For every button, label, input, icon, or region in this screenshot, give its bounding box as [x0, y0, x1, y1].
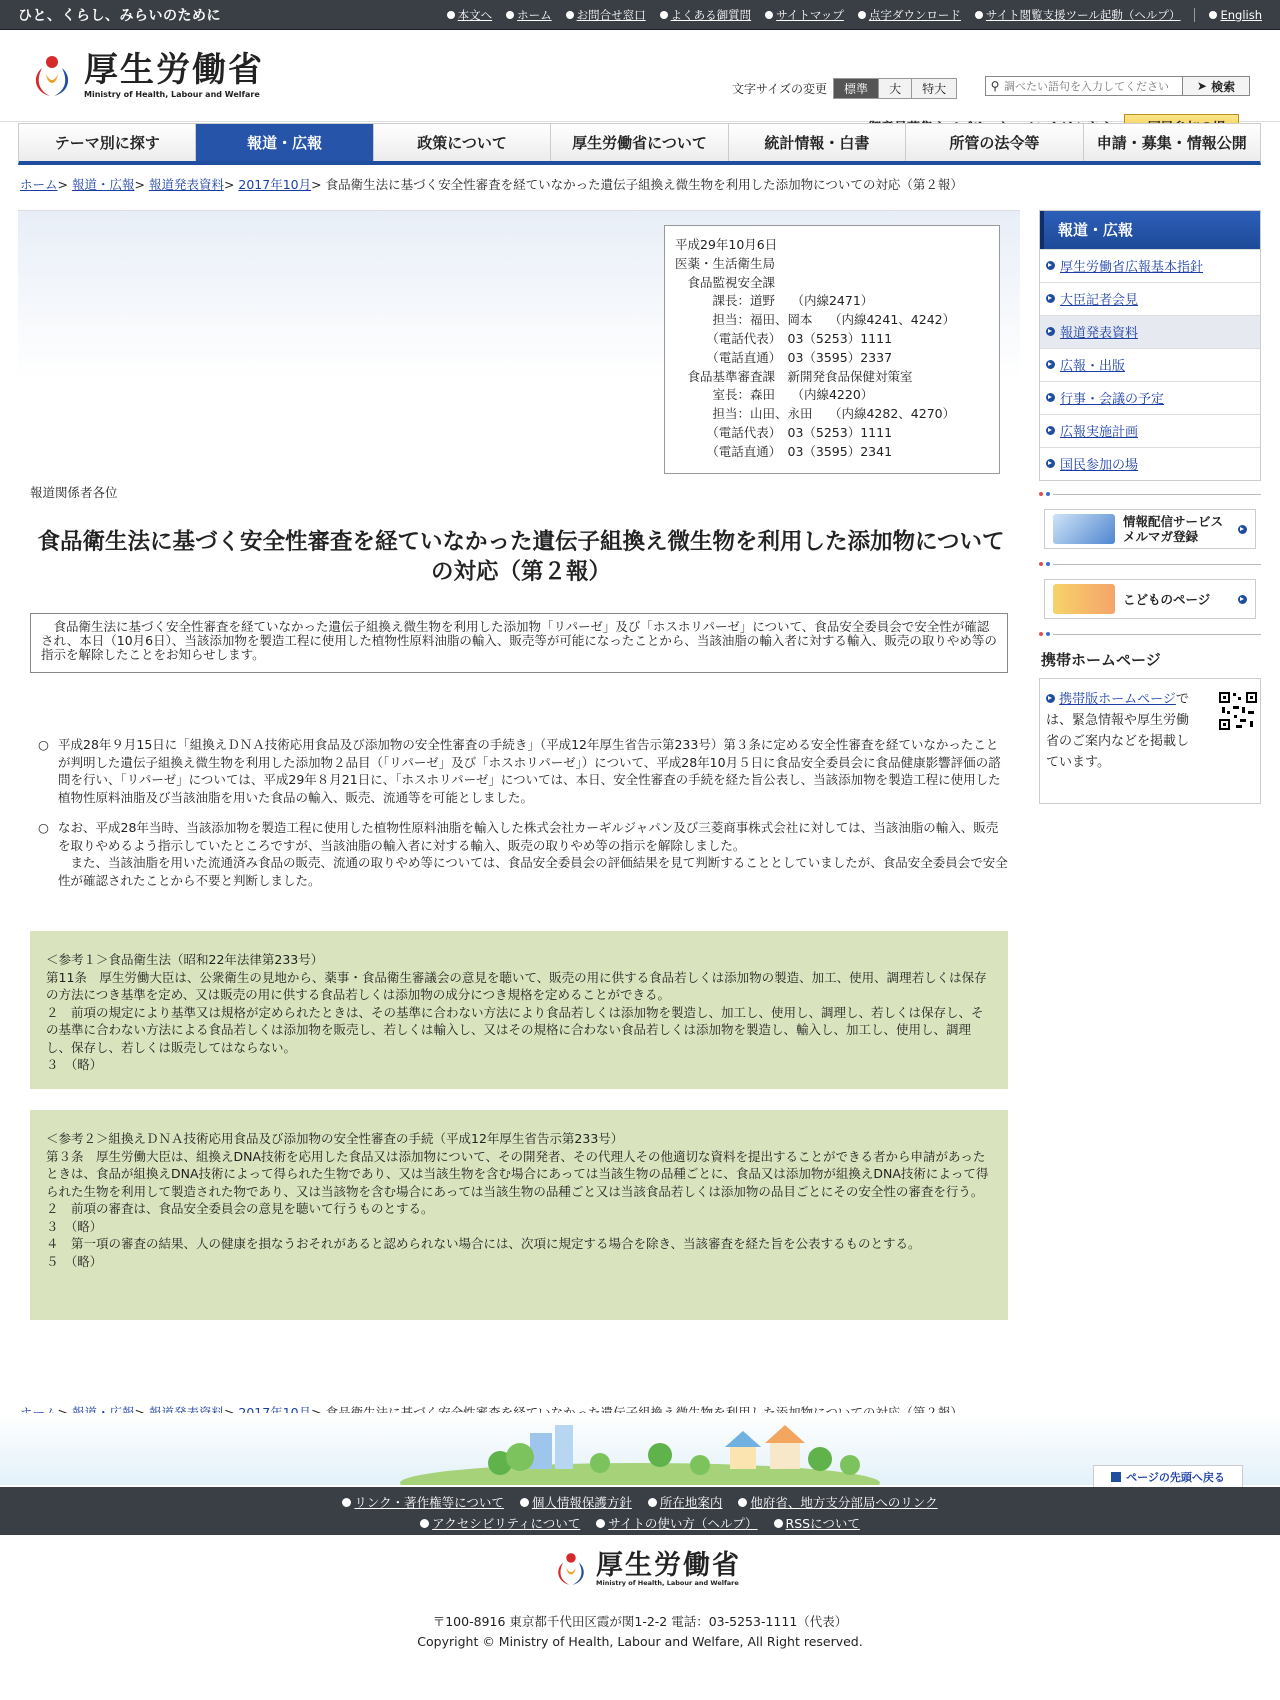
mhlw-logo-icon [552, 1550, 590, 1588]
link-contact[interactable]: お問合せ窓口 [576, 7, 646, 22]
bullet-icon [520, 1498, 529, 1507]
reference-2-line: ２ 前項の審査は、食品安全委員会の意見を聴いて行うものとする。 [46, 1201, 434, 1216]
search-button-label: 検索 [1211, 79, 1236, 94]
bullet-icon [765, 11, 773, 19]
arrow-bullet-icon [1046, 426, 1055, 435]
bullet-icon [596, 1519, 605, 1528]
font-size-standard-button[interactable]: 標準 [834, 79, 878, 98]
arrow-bullet-icon [1046, 393, 1055, 402]
sidebar-item[interactable] [1040, 282, 1260, 315]
footer-address [0, 1612, 1280, 1652]
footer-link-location[interactable]: 所在地案内 [659, 1495, 723, 1510]
mobile-site-box [1039, 678, 1261, 804]
mobile-site-description: では、緊急情報や厚生労働省のご案内などを掲載しています。 [1046, 692, 1190, 770]
qr-code-icon [1218, 691, 1258, 731]
sidebar-item[interactable] [1040, 447, 1260, 480]
mobile-site-link[interactable]: 携帯版ホームページ [1059, 692, 1176, 707]
reference-2-line: ３ （略） [46, 1218, 103, 1234]
kids-icon [1053, 584, 1115, 614]
nav-about[interactable]: 厚生労働省について [551, 124, 728, 161]
sidebar-item-pr-plan[interactable]: 広報実施計画 [1060, 425, 1139, 440]
copyright-text: Copyright © Ministry of Health, Labour and Welfare, All Right reserved. [417, 1634, 863, 1649]
link-english[interactable]: English [1220, 7, 1262, 22]
contact-box: 平成29年10月6日 医薬・生活衛生局 食品監視安全課 課長：道野 （内線2471） 担当：福田、岡本 （内線4241、4242） （電話代表） 03（5253）1111 （電話直通） 03（3595）2337 食品基準審査課 新開発食品保健対策室 室長：森田 （内線4220） 担当：山田、永田 （内線4282、4270） （電話代表） 03（5253）1111 （電話直通） 03（3595）2341 [664, 225, 1000, 474]
footer-nav [0, 1487, 1280, 1535]
arrow-bullet-icon [1046, 261, 1055, 270]
site-search [985, 76, 1250, 96]
reference-2-line: 第３条 厚生労働大臣は、組換えDNA技術を応用した食品又は添加物について、その開発者、その代理人その他適切な資料を提出することができる者から申請があったときは、食品が組換えDNA技術によって得られた生物であり、又は当該生物を含む場合にあっては当該生物の品種ごとに、食品又は添加物が組換えDNA技術によって得られた生物を利用して製造された物であり、又は当該物を含む場合にあっては当該生物の品種ごと又は当該食品若しくは添加物の品目ごとにその安全性の審査を行う。 [46, 1148, 989, 1199]
footer-logo-subtitle: Ministry of Health, Labour and Welfare [596, 1578, 739, 1587]
divider [1039, 487, 1261, 501]
search-button[interactable]: ➤ 検索 [1182, 77, 1249, 95]
kids-page-label: こどものページ [1123, 592, 1211, 607]
utility-links [447, 7, 1262, 23]
address-text: 〒100-8916 東京都千代田区霞が関1-2-2 電話：03-5253-1111（代表） [432, 1614, 848, 1629]
sidebar-item[interactable] [1040, 414, 1260, 447]
arrow-bullet-icon [1046, 694, 1055, 703]
page-top-label: ページの先頭へ戻る [1126, 1470, 1225, 1484]
reference-2-line: ４ 第一項の審査の結果、人の健康を損なうおそれがあると認められない場合には、次項に規定する場合を除き、当該審査を経た旨を公表するものとする。 [46, 1236, 921, 1251]
font-size-xlarge-button[interactable]: 特大 [911, 79, 956, 98]
footer-link-copyright[interactable]: リンク・著作権等について [354, 1495, 504, 1510]
font-size-switcher [732, 78, 957, 99]
top-bar [0, 0, 1280, 30]
link-braille-download[interactable]: 点字ダウンロード [868, 7, 961, 22]
reference-2-line: ５ （略） [46, 1253, 103, 1269]
reference-1-title: ＜参考１＞食品衛生法（昭和22年法律第233号） [46, 952, 324, 967]
press-addressee: 報道関係者各位 [30, 485, 118, 500]
logo-title: 厚生労働省 [84, 50, 264, 90]
reference-1-line: ２ 前項の規定により基準又は規格が定められたときは、その基準に合わない方法により食品若しくは添加物を製造し、加工し、使用し、調理し、若しくは保存し、その基準に合わない方法による食品若しくは添加物を販売し、若しくは輸入し、又はその規格に合わない食品若しくは添加物を製造し、輸入し、加工し、使用し、調理し、保存し、若しくは販売してはならない。 [46, 1004, 984, 1055]
sidebar-item-participation[interactable]: 国民参加の場 [1060, 458, 1139, 473]
divider [1039, 627, 1261, 641]
bullet-icon [420, 1519, 429, 1528]
site-header [0, 30, 1280, 122]
sidebar-item[interactable] [1040, 249, 1260, 282]
main-content [18, 210, 1020, 1372]
breadcrumb: ホーム> 報道・広報> 報道発表資料> 2017年10月> 食品衛生法に基づく安全性審査を経ていなかった遺伝子組換え微生物を利用した添加物についての対応（第２報） [20, 177, 963, 192]
kids-page-banner[interactable] [1044, 579, 1256, 619]
bullet-icon [1209, 11, 1217, 19]
footer-logo[interactable] [552, 1550, 741, 1588]
nav-applications[interactable]: 申請・募集・情報公開 [1096, 134, 1247, 152]
breadcrumb-month[interactable]: 2017年10月 [238, 177, 312, 192]
divider [1039, 557, 1261, 571]
nav-statistics[interactable]: 統計情報・白書 [729, 124, 906, 161]
sidebar-item-press-conference[interactable]: 大臣記者会見 [1060, 293, 1139, 308]
paragraph-1 [38, 736, 1010, 806]
site-logo[interactable] [28, 52, 264, 100]
sidebar-heading: 報道・広報 [1040, 211, 1260, 249]
sidebar-press-menu [1039, 210, 1261, 481]
arrow-icon [1238, 525, 1247, 534]
breadcrumb-home[interactable]: ホーム [20, 177, 58, 192]
footer-logo-title: 厚生労働省 [596, 1549, 741, 1581]
mail-magazine-banner[interactable] [1044, 509, 1256, 549]
lead-summary: 食品衛生法に基づく安全性審査を経ていなかった遺伝子組換え微生物を利用した添加物「リパーゼ」及び「ホスホリパーゼ」について、食品安全委員会で安全性が確認され、本日（10月6日）、当該添加物を製造工程に使用した植物性原料油脂の輸入、販売等が可能になったことから、当該油脂の輸入者に対する輸入、販売の取りやめ等の指示を解除したことをお知らせします。 [30, 613, 1008, 673]
footer-link-other-ministries[interactable]: 他府省、地方支分部局へのリンク [750, 1495, 938, 1510]
tagline: ひと、くらし、みらいのために [18, 7, 221, 24]
footer-link-help[interactable]: サイトの使い方（ヘルプ） [608, 1516, 758, 1531]
bullet-icon [566, 11, 574, 19]
breadcrumb-press[interactable]: 報道・広報 [71, 177, 135, 192]
search-input[interactable] [1004, 80, 1182, 93]
mhlw-logo-icon [28, 52, 76, 100]
bullet-icon [975, 11, 983, 19]
sidebar-item-pr-guideline[interactable]: 厚生労働省広報基本指針 [1060, 260, 1204, 275]
nav-laws[interactable]: 所管の法令等 [906, 124, 1083, 161]
nav-press[interactable]: 報道・広報 [196, 124, 373, 161]
mobile-site-heading: 携帯ホームページ [1041, 651, 1161, 669]
paragraph-2-text: なお、平成28年当時、当該添加物を製造工程に使用した植物性原料油脂を輸入した株式会社カーギルジャパン及び三菱商事株式会社に対しては、当該油脂の輸入、販売を取りやめるよう指示していたところですが、当該油脂の輸入者に対する輸入、販売の取りやめ等の指示を解除しました。 [58, 820, 999, 853]
home-icon [506, 11, 514, 19]
bullet-icon [660, 11, 668, 19]
nav-themes[interactable]: テーマ別に探す [19, 124, 196, 161]
arrow-bullet-icon [1046, 294, 1055, 303]
bullet-icon [648, 1498, 657, 1507]
arrow-bullet-icon [1046, 360, 1055, 369]
circle-bullet: ○ [38, 737, 49, 752]
search-icon: ⚲ [990, 79, 1000, 93]
global-nav [18, 123, 1261, 165]
font-size-large-button[interactable]: 大 [878, 79, 911, 98]
footer-link-rss[interactable]: RSSについて [785, 1516, 860, 1531]
bullet-icon [342, 1498, 351, 1507]
footer-illustration [0, 1413, 1280, 1485]
arrow-up-icon [1111, 1472, 1121, 1482]
paragraph-1-text: 平成28年９月15日に「組換えＤＮＡ技術応用食品及び添加物の安全性審査の手続き」（平成12年厚生省告示第233号）第３条に定める安全性審査を経ていなかったことが判明した遺伝子組換え微生物を利用した添加物２品目（「リパーゼ」及び「ホスホリパーゼ」）について、平成28年10月５日に食品安全委員会に食品健康影響評価の諮問を行い、「リパーゼ」については、平成29年８月21日に、「ホスホリパーゼ」については、本日、安全性審査の手続を経た旨公表し、当該添加物を製造工程に使用した植物性原料油脂及び当該油脂を用いた食品の輸入、販売、流通等を可能としました。 [58, 737, 1001, 805]
page-top-button[interactable] [1093, 1465, 1243, 1487]
mail-magazine-label: 情報配信サービス メルマガ登録 [1123, 514, 1224, 544]
sidebar-item-events[interactable]: 行事・会議の予定 [1060, 392, 1165, 407]
page-title: 食品衛生法に基づく安全性審査を経ていなかった遺伝子組換え微生物を利用した添加物についての対応（第２報） [37, 529, 1005, 585]
breadcrumb-current: 食品衛生法に基づく安全性審査を経ていなかった遺伝子組換え微生物を利用した添加物についての対応（第２報） [325, 177, 963, 192]
reference-2-title: ＜参考２＞組換えＤＮＡ技術応用食品及び添加物の安全性審査の手続（平成12年厚生省告示第233号） [46, 1131, 624, 1146]
mobile-site-text [1046, 689, 1196, 773]
paragraph-2-text-b: また、当該油脂を用いた流通済み食品の販売、流通の取りやめ等については、食品安全委員会の評価結果を見て判断することとしていましたが、食品安全委員会で安全性が確認されたことから不要と判断しました。 [58, 855, 1008, 888]
footer-link-privacy[interactable]: 個人情報保護方針 [531, 1495, 632, 1510]
envelope-icon [1053, 514, 1115, 544]
town-illustration-icon [0, 1413, 1280, 1485]
arrow-bullet-icon [1046, 327, 1055, 336]
circle-bullet: ○ [38, 820, 49, 835]
bullet-icon [447, 11, 455, 19]
sidebar-item[interactable] [1040, 315, 1260, 348]
sidebar [1039, 210, 1261, 804]
nav-policy[interactable]: 政策について [374, 124, 551, 161]
footer-link-accessibility[interactable]: アクセシビリティについて [432, 1516, 581, 1531]
link-faq[interactable]: よくある御質問 [670, 7, 752, 22]
reference-1-line: ３ （略） [46, 1057, 103, 1072]
sidebar-item[interactable] [1040, 381, 1260, 414]
link-skip-to-content[interactable]: 本文へ [457, 7, 493, 22]
font-size-label: 文字サイズの変更 [732, 82, 828, 96]
logo-subtitle: Ministry of Health, Labour and Welfare [84, 90, 260, 99]
sidebar-item-press-releases[interactable]: 報道発表資料 [1060, 326, 1139, 341]
reference-2 [30, 1110, 1008, 1320]
breadcrumb-press-releases[interactable]: 報道発表資料 [148, 177, 224, 192]
bullet-icon [774, 1519, 783, 1528]
reference-1-line: 第11条 厚生労働大臣は、公衆衛生の見地から、薬事・食品衛生審議会の意見を聴いて、販売の用に供する食品若しくは添加物の製造、加工、使用、調理若しくは保存の方法につき基準を定め、又は販売の用に供する食品若しくは添加物の成分につき規格を定めることができる。 [46, 969, 987, 1002]
sidebar-item[interactable] [1040, 348, 1260, 381]
sidebar-item-publications[interactable]: 広報・出版 [1060, 359, 1126, 374]
link-home[interactable]: ホーム [517, 7, 552, 22]
bullet-icon [738, 1498, 747, 1507]
arrow-icon [1238, 595, 1247, 604]
link-accessibility-tool[interactable]: サイト閲覧支援ツール起動（ヘルプ） [985, 7, 1181, 22]
reference-1 [30, 931, 1008, 1089]
bullet-icon [858, 11, 866, 19]
link-sitemap[interactable]: サイトマップ [776, 7, 844, 22]
divider [1194, 8, 1195, 22]
arrow-bullet-icon [1046, 459, 1055, 468]
paragraph-2 [38, 819, 1010, 889]
